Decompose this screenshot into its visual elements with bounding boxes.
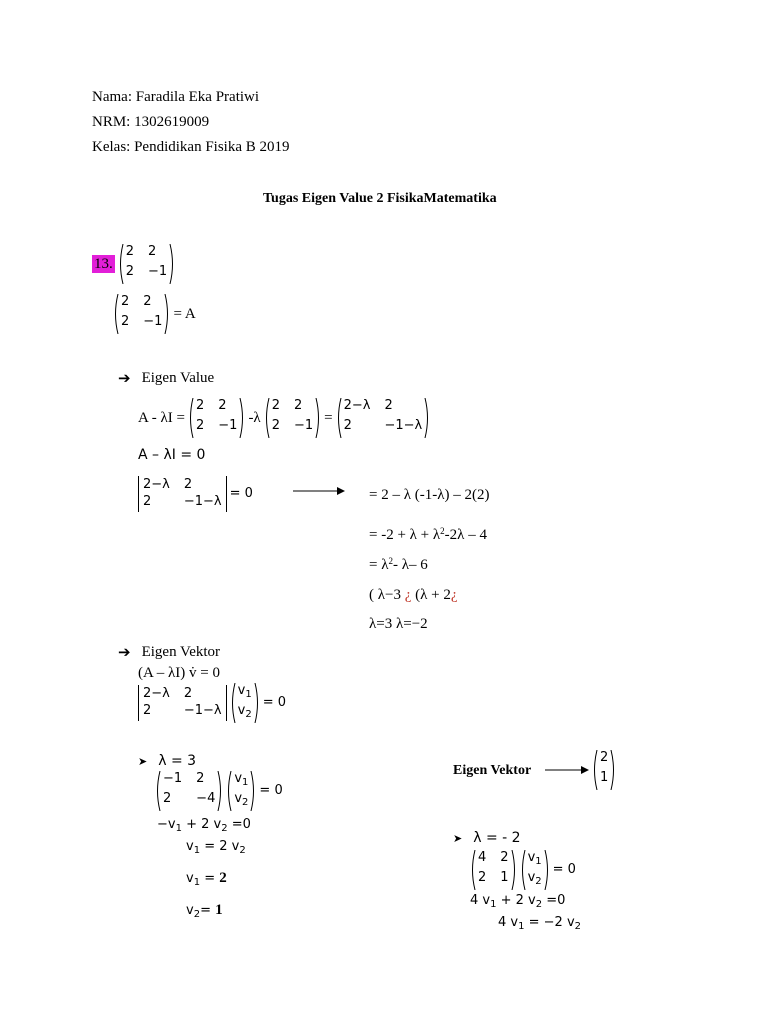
eigen-vektor-result [592, 750, 616, 790]
eigen-vektor-label: Eigen Vektor [141, 644, 221, 660]
matrix-cell: 2 [384, 398, 393, 413]
matrix-cell: 2 [143, 294, 152, 309]
vector-cell: $v_2$ [237, 703, 252, 720]
matrix-cell: −1 [218, 418, 238, 433]
matrix-cell: 2 [218, 398, 227, 413]
equals-zero: = 0 [262, 695, 286, 711]
matrix-a [113, 294, 170, 334]
matrix-c [336, 398, 431, 438]
arrow-right-icon: ➔ [118, 369, 131, 387]
matrix-cell: 2 [294, 398, 303, 413]
case1-label: λ = 3 [158, 753, 197, 769]
matrix-b [264, 398, 321, 438]
characteristic-matrix-line [138, 398, 430, 438]
eigen-vektor-heading [118, 643, 220, 661]
matrix-cell: −1 [163, 771, 183, 786]
equals-a: = A [173, 306, 196, 322]
step-3: = $\lambda^2-$ λ– 6 [369, 556, 428, 573]
matrix-cell: 2 [183, 686, 193, 702]
matrix-cell: −1 [148, 264, 168, 279]
vector-cell: $v_1$ [234, 771, 249, 788]
matrix-cell: −1 [143, 314, 163, 329]
eigen-value-label: Eigen Value [141, 370, 215, 386]
matrix-cell: −1−λ [183, 493, 222, 509]
page-title: Tugas Eigen Value 2 FisikaMatematika [263, 191, 497, 206]
step-4: ( λ−3 ¿ (λ + 2¿ [369, 587, 458, 603]
vector-cell: 2 [600, 750, 609, 765]
case-lambda-3 [138, 753, 196, 770]
matrix-cell: 4 [478, 850, 487, 865]
case2-system [470, 850, 576, 890]
matrix-cell: 2 [500, 850, 509, 865]
vector-cell: $v_1$ [527, 850, 542, 867]
result-arrow-icon [545, 763, 589, 782]
case1-matrix [155, 771, 223, 811]
case2-equals-zero: = 0 [552, 862, 576, 878]
matrix-cell: 2 [271, 418, 280, 433]
vector-v [230, 683, 260, 723]
matrix-a-copy [188, 398, 245, 438]
step-1: = 2 – λ (-1-λ) – 2(2) [369, 487, 490, 503]
matrix-cell: 2 [148, 244, 157, 259]
matrix-cell: 2 [271, 398, 280, 413]
student-class: Kelas: Pendidikan Fisika B 2019 [92, 139, 290, 155]
step-2: = $-2 + \lambda + \lambda^2-2\lambda - 4$ [369, 526, 487, 543]
case2-line1: 4 $v_1 + 2$ $v_2 =0$ [470, 893, 566, 910]
arrow-right-icon: ➔ [118, 643, 131, 661]
case2-matrix [470, 850, 517, 890]
step-5-roots: λ=3 λ=−2 [369, 616, 428, 632]
a-minus-lambda-i: A - λI = [138, 410, 185, 426]
matrix-cell: −1 [294, 418, 314, 433]
triangle-bullet-icon: ➤ [138, 754, 148, 768]
matrix-cell: −1−λ [183, 703, 222, 718]
long-arrow-icon [293, 484, 345, 503]
matrix-cell: 2 [143, 703, 152, 718]
matrix-a-definition [113, 294, 196, 334]
determinant-2 [138, 685, 227, 721]
case2-vector [520, 850, 550, 890]
problem-matrix [118, 244, 175, 284]
vector-cell: $v_2$ [234, 791, 249, 808]
eigen-vektor-equation: (A – λI) v̇ = 0 [138, 665, 220, 681]
minus-lambda: -λ [248, 410, 261, 426]
case1-system [155, 771, 283, 811]
result-vector [592, 750, 616, 790]
triangle-bullet-icon: ➤ [453, 831, 463, 845]
matrix-cell: 2 [343, 418, 352, 433]
matrix-cell: 2 [143, 493, 152, 509]
student-nrm: NRM: 1302619009 [92, 114, 210, 130]
determinant-line [138, 476, 253, 512]
matrix-cell: 2 [125, 264, 135, 279]
problem-number: 13. [94, 256, 113, 272]
matrix-cell: 2 [163, 791, 172, 806]
matrix-cell: 2 [183, 477, 193, 492]
case-lambda-minus-2 [453, 830, 521, 847]
vector-cell: 1 [600, 770, 609, 785]
matrix-cell: 2 [195, 418, 205, 433]
determinant [138, 476, 227, 512]
matrix-cell: 2 [195, 398, 205, 413]
matrix-cell: −1−λ [384, 418, 423, 433]
matrix-cell: 2 [478, 870, 487, 885]
matrix-cell: 2−λ [143, 477, 170, 492]
case1-line2: $v_1 = 2$ $v_2$ [186, 839, 246, 856]
student-name: Nama: Faradila Eka Pratiwi [92, 89, 260, 105]
matrix-cell: 2 [196, 771, 205, 786]
case2-line2: 4 $v_1 = -2$ $v_2$ [498, 915, 582, 932]
matrix-cell: 2−λ [143, 686, 170, 702]
matrix-cell: 2 [121, 314, 130, 329]
case2-label: λ = - 2 [473, 830, 521, 846]
equals-sign: = [324, 410, 333, 426]
eigen-vektor-system [138, 683, 286, 723]
matrix-cell: −4 [196, 791, 216, 806]
case1-equals-zero: = 0 [259, 783, 283, 799]
case1-line3: $v_1 = 2$ [186, 870, 227, 888]
case1-vector [226, 771, 256, 811]
matrix-cell: 1 [500, 870, 509, 885]
det-equation: A – λI = 0 [138, 447, 206, 463]
problem-statement [92, 244, 175, 284]
vector-cell: $v_1$ [237, 683, 252, 700]
eigen-value-heading [118, 369, 214, 387]
vector-cell: $v_2$ [527, 870, 542, 887]
det-equals-zero: = 0 [229, 486, 253, 502]
case1-line4: $v_2= 1$ [186, 902, 223, 920]
eigen-vektor-result-label: Eigen Vektor [453, 763, 532, 778]
case1-line1: $-v_1 + 2$ $v_2 =0$ [157, 817, 251, 834]
matrix-cell: 2 [121, 294, 130, 309]
matrix-cell: 2−λ [343, 398, 371, 413]
matrix-cell: 2 [125, 244, 135, 259]
